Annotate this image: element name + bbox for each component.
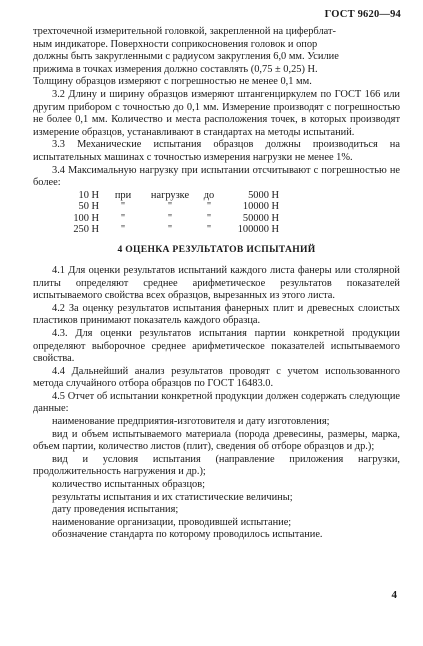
text-line: ным индикаторе. Поверхности соприкосновения головок и опор <box>33 38 318 50</box>
list-item: результаты испытания и их статистические величины; <box>52 491 293 503</box>
table-cell: " <box>167 223 173 235</box>
table-cell: 100 Н <box>73 212 99 224</box>
table-cell: 50000 Н <box>242 212 279 224</box>
page-number: 4 <box>391 589 397 601</box>
list-item: обозначение стандарта по которому проводилось испытание. <box>52 529 323 541</box>
table-cell: " <box>167 212 173 224</box>
table-row <box>61 190 285 201</box>
table-cell: " <box>206 212 212 224</box>
list-item: вид и объем испытываемого материала (порода древесины, размеры, марка, объем партии, количество листов (плит), сведения об отборе образцов и др.); <box>33 428 400 453</box>
page-header: ГОСТ 9620—94 <box>324 9 401 20</box>
table-cell: " <box>206 223 212 235</box>
table-cell: " <box>206 201 212 213</box>
table-cell: " <box>120 201 126 213</box>
table-cell: при <box>114 189 132 201</box>
paragraph-3-4: 3.4 Максимальную нагрузку при испытании отсчитывают с погрешностью не более: <box>33 164 400 189</box>
paragraph-4-1: 4.1 Для оценки результатов испытаний каждого листа фанеры или столярной плиты определяют среднее арифметическое результатов показателей испытываемого свойства всех образцов, вырезанных из этого листа. <box>33 264 400 302</box>
load-tolerance-table <box>61 190 285 236</box>
paragraph-4-4: 4.4 Дальнейший анализ результатов проводят с учетом использованного метода случайного отбора образцов по ГОСТ 16483.0. <box>33 365 400 390</box>
paragraph-4-2: 4.2 За оценку результатов испытания фанерных плит и древесных слоистых пластиков принимают показатель каждого образца. <box>33 302 400 327</box>
list-item: дату проведения испытания; <box>52 504 179 516</box>
list-item: наименование предприятия-изготовителя и дату изготовления; <box>52 416 330 428</box>
section-heading: 4 ОЦЕНКА РЕЗУЛЬТАТОВ ИСПЫТАНИЙ <box>117 244 316 256</box>
table-cell: нагрузке <box>150 189 190 201</box>
table-cell: 250 Н <box>73 223 99 235</box>
table-cell: 100000 Н <box>237 223 279 235</box>
paragraph-4-3: 4.3. Для оценки результатов испытания партии конкретной продукции определяют выборочное среднее арифметическое показателей испытываемого свойства. <box>33 327 400 365</box>
table-row <box>61 213 285 224</box>
table-cell: " <box>120 223 126 235</box>
table-cell: до <box>203 189 215 201</box>
list-item: наименование организации, проводившей испытание; <box>52 516 292 528</box>
document-body <box>33 26 400 542</box>
table-row <box>61 201 285 212</box>
list-item: вид и условия испытания (направление приложения нагрузки, продолжительность нагружения и др.); <box>33 453 400 478</box>
list-item: количество испытанных образцов; <box>52 479 206 491</box>
paragraph-3-2: 3.2 Длину и ширину образцов измеряют штангенциркулем по ГОСТ 166 или другим прибором с точностью до 0,1 мм. Измерение производят с погрешностью не более 0,1 мм. Количество и места расположения точек, в которых производят измерение образцов, устанавливают в стандартах на методы испытаний. <box>33 88 400 138</box>
table-cell: " <box>167 201 173 213</box>
table-cell: 10000 Н <box>242 201 279 213</box>
table-cell: 50 Н <box>78 201 99 213</box>
paragraph-4-5: 4.5 Отчет об испытании конкретной продукции должен содержать следующие данные: <box>33 390 400 415</box>
text-line: трехточечной измерительной головкой, закрепленной на циферблат- <box>33 26 336 37</box>
text-line: Толщину образцов измеряют с погрешностью не менее 0,1 мм. <box>33 76 312 88</box>
table-cell: " <box>120 212 126 224</box>
text-line: прижима в точках измерения должно составлять (0,75 ± 0,25) Н. <box>33 63 318 75</box>
table-cell: 5000 Н <box>248 189 279 201</box>
paragraph-3-3: 3.3 Механические испытания образцов должны производиться на испытательных машинах с точностью измерения нагрузки не менее 1%. <box>33 139 400 163</box>
text-line: должны быть закругленными с радиусом закругления 6,0 мм. Усилие <box>33 51 339 63</box>
table-row <box>61 224 285 235</box>
table-cell: 10 Н <box>78 189 99 201</box>
